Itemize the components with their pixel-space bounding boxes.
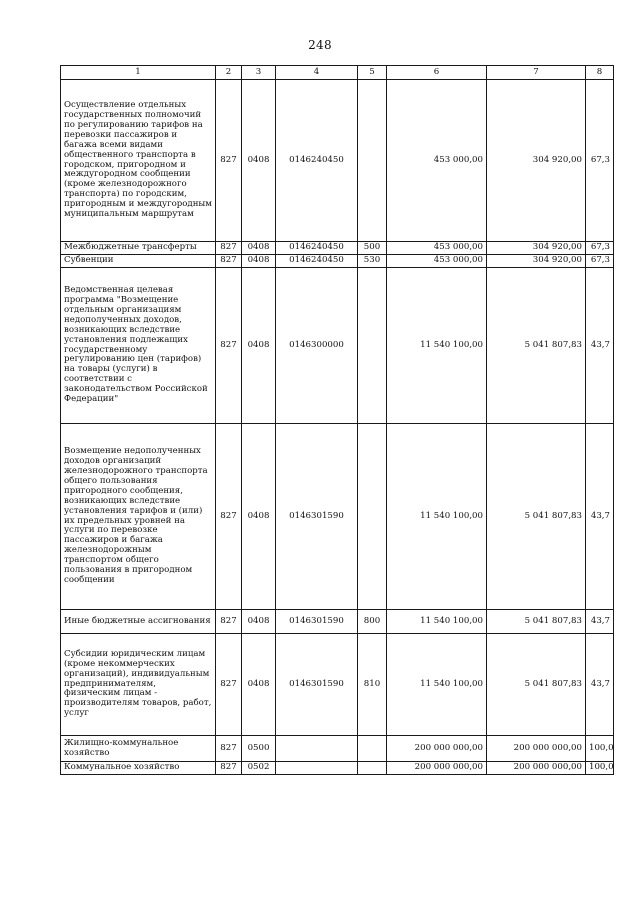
planned-amount: 11 540 100,00 [387,268,487,424]
section-code: 0502 [242,762,276,775]
target-article-code: 0146301590 [276,610,358,634]
dept-code: 827 [216,242,242,255]
actual-amount: 5 041 807,83 [487,268,586,424]
section-code: 0408 [242,268,276,424]
dept-code: 827 [216,736,242,762]
row-name: Жилищно-коммунальное хозяйство [61,736,216,762]
actual-amount: 304 920,00 [487,80,586,242]
execution-percent: 67,3 [586,242,614,255]
execution-percent: 43,7 [586,610,614,634]
section-code: 0408 [242,255,276,268]
table-row [61,424,614,610]
budget-table [60,65,614,775]
planned-amount: 200 000 000,00 [387,736,487,762]
planned-amount: 453 000,00 [387,242,487,255]
dept-code: 827 [216,610,242,634]
dept-code: 827 [216,255,242,268]
target-article-code: 0146301590 [276,424,358,610]
section-code: 0408 [242,242,276,255]
planned-amount: 11 540 100,00 [387,424,487,610]
row-name: Осуществление отдельных государственных полномочий по регулированию тарифов на перевозки пассажиров и багажа всеми видами общественного транспорта в городском, пригородном и междугородном сообщении (кроме железнодорожного транспорта) по городским, пригородным и междугородным муниципальным маршрутам [61,80,216,242]
table-row [61,610,614,634]
section-code: 0408 [242,424,276,610]
row-name: Ведомственная целевая программа "Возмещение отдельным организациям недополученных доходов, возникающих вследствие установления подлежащих государственному регулированию цен (тарифов) на товары (услуги) в соответствии с законодательством Российской Федерации" [61,268,216,424]
actual-amount: 304 920,00 [487,242,586,255]
target-article-code: 0146240450 [276,80,358,242]
row-name: Субсидии юридическим лицам (кроме некоммерческих организаций), индивидуальным предпринимателям, физическим лицам - производителям товаров, работ, услуг [61,634,216,736]
table-row [61,268,614,424]
header-row [61,66,614,80]
col-header-4: 4 [276,66,358,80]
expense-type-code: 800 [358,610,387,634]
col-header-1: 1 [61,66,216,80]
page-number: 248 [308,38,332,52]
table-row [61,736,614,762]
col-header-7: 7 [487,66,586,80]
row-name: Возмещение недополученных доходов организаций железнодорожного транспорта общего пользования пригородного сообщения, возникающих вследствие установления тарифов и (или) их предельных уровней на услуги по перевозке пассажиров и багажа железнодорожным транспортом общего пользования в пригородном сообщении [61,424,216,610]
actual-amount: 5 041 807,83 [487,634,586,736]
table-row [61,255,614,268]
col-header-3: 3 [242,66,276,80]
expense-type-code: 530 [358,255,387,268]
col-header-6: 6 [387,66,487,80]
planned-amount: 11 540 100,00 [387,634,487,736]
execution-percent: 100,0 [586,736,614,762]
section-code: 0408 [242,80,276,242]
target-article-code: 0146240450 [276,255,358,268]
expense-type-code [358,80,387,242]
section-code: 0408 [242,634,276,736]
col-header-5: 5 [358,66,387,80]
target-article-code: 0146240450 [276,242,358,255]
target-article-code: 0146300000 [276,268,358,424]
expense-type-code: 500 [358,242,387,255]
planned-amount: 453 000,00 [387,80,487,242]
dept-code: 827 [216,634,242,736]
actual-amount: 200 000 000,00 [487,736,586,762]
execution-percent: 100,0 [586,762,614,775]
expense-type-code: 810 [358,634,387,736]
table-row [61,242,614,255]
target-article-code [276,762,358,775]
section-code: 0500 [242,736,276,762]
expense-type-code [358,736,387,762]
row-name: Межбюджетные трансферты [61,242,216,255]
row-name: Иные бюджетные ассигнования [61,610,216,634]
target-article-code: 0146301590 [276,634,358,736]
section-code: 0408 [242,610,276,634]
col-header-8: 8 [586,66,614,80]
dept-code: 827 [216,80,242,242]
actual-amount: 304 920,00 [487,255,586,268]
col-header-2: 2 [216,66,242,80]
actual-amount: 200 000 000,00 [487,762,586,775]
execution-percent: 67,3 [586,255,614,268]
target-article-code [276,736,358,762]
row-name: Коммунальное хозяйство [61,762,216,775]
dept-code: 827 [216,424,242,610]
table-row [61,80,614,242]
dept-code: 827 [216,762,242,775]
execution-percent: 43,7 [586,268,614,424]
expense-type-code [358,762,387,775]
dept-code: 827 [216,268,242,424]
table-row [61,762,614,775]
execution-percent: 43,7 [586,424,614,610]
planned-amount: 453 000,00 [387,255,487,268]
planned-amount: 200 000 000,00 [387,762,487,775]
actual-amount: 5 041 807,83 [487,424,586,610]
row-name: Субвенции [61,255,216,268]
table-row [61,634,614,736]
planned-amount: 11 540 100,00 [387,610,487,634]
expense-type-code [358,268,387,424]
execution-percent: 67,3 [586,80,614,242]
expense-type-code [358,424,387,610]
execution-percent: 43,7 [586,634,614,736]
actual-amount: 5 041 807,83 [487,610,586,634]
